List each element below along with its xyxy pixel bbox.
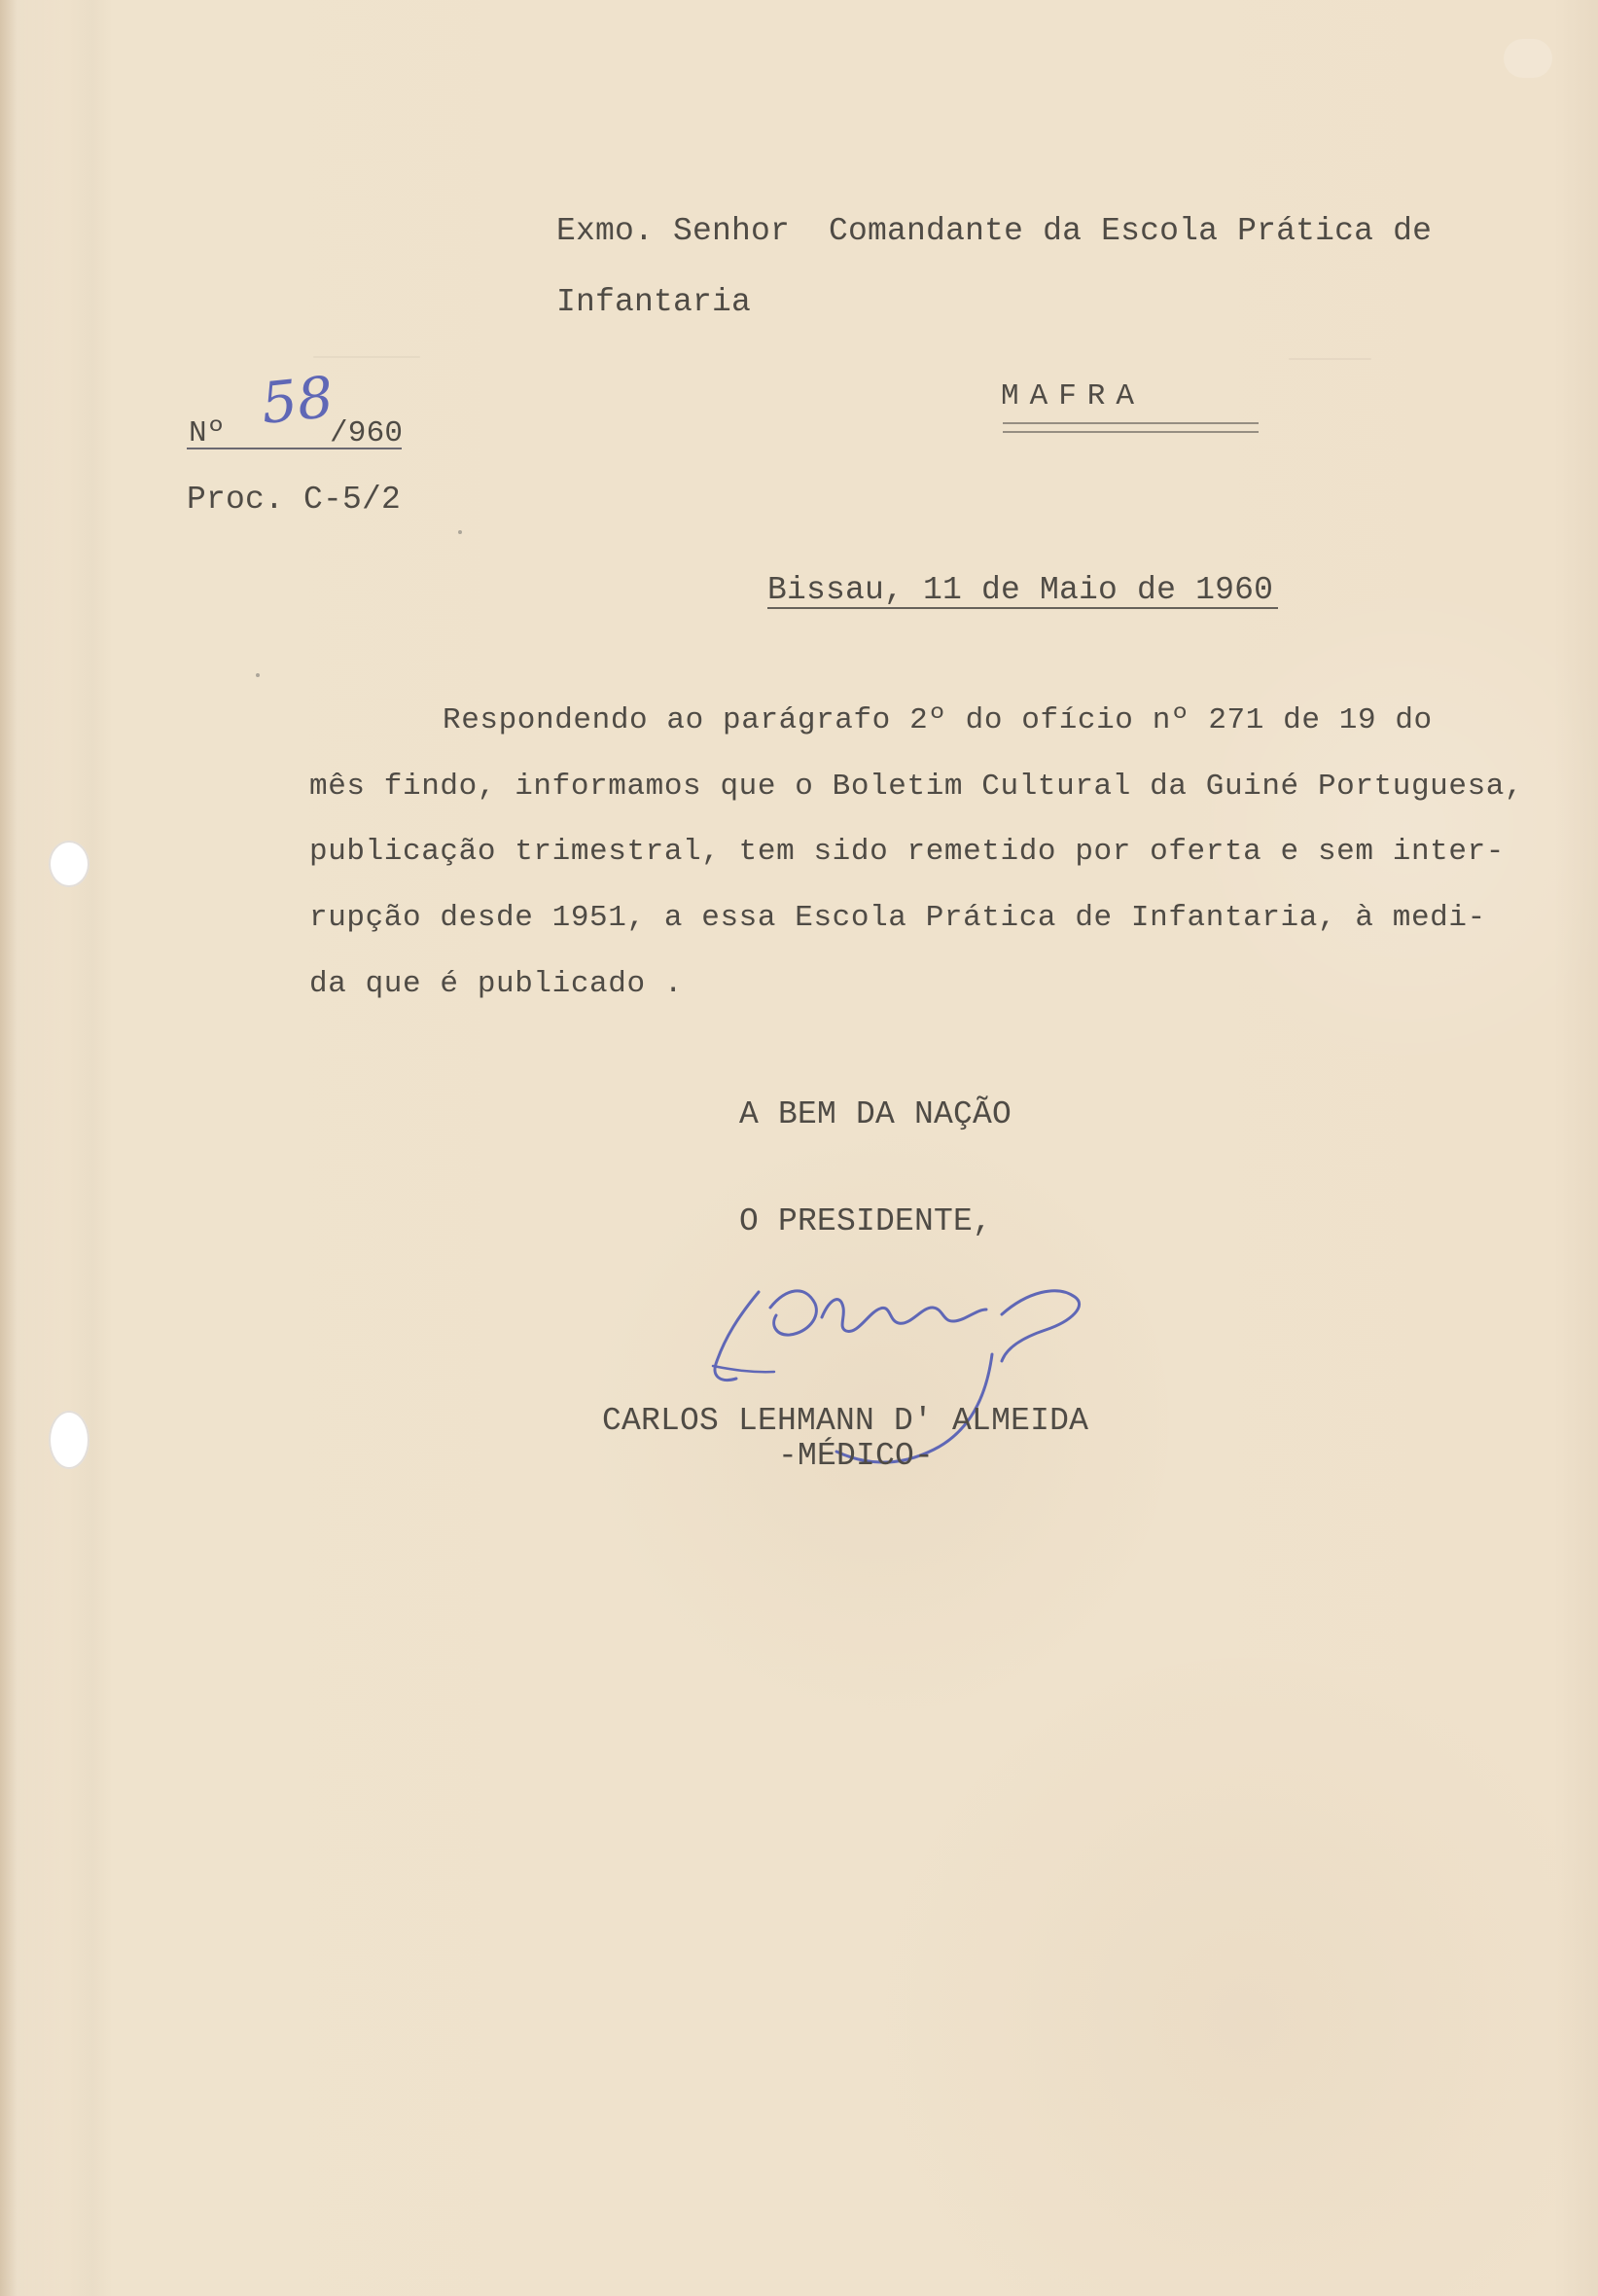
paper-mark <box>313 356 420 358</box>
closing-phrase: A BEM DA NAÇÃO <box>739 1096 1012 1132</box>
reference-year-suffix: /960 <box>330 416 404 450</box>
recipient-line-1: Exmo. Senhor Comandante da Escola Prática de <box>556 213 1433 249</box>
paper-stain <box>1504 39 1552 78</box>
body-line-4: rupção desde 1951, a essa Escola Prática de Infantaria, à medi- <box>309 901 1486 935</box>
body-line-1: Respondendo ao parágrafo 2º do ofício nº 271 de 19 do <box>443 703 1433 737</box>
city-double-underline <box>1003 422 1259 433</box>
signatory-role: -MÉDICO- <box>778 1438 935 1474</box>
process-number: Proc. C-5/2 <box>187 482 402 518</box>
body-line-3: publicação trimestral, tem sido remetido por oferta e sem inter- <box>309 835 1505 869</box>
letter-date: Bissau, 11 de Maio de 1960 <box>767 572 1274 608</box>
paper-speck <box>458 530 462 534</box>
paper-speck <box>256 673 260 677</box>
date-underline <box>767 607 1278 609</box>
recipient-line-2: Infantaria <box>556 284 752 320</box>
body-line-2: mês findo, informamos que o Boletim Cultural da Guiné Portuguesa, <box>309 770 1524 804</box>
recipient-city: MAFRA <box>1001 379 1146 413</box>
reference-underline <box>187 448 402 449</box>
reference-handwritten-number: 58 <box>258 363 337 437</box>
binder-hole-top <box>49 841 89 887</box>
signatory-name: CARLOS LEHMANN D' ALMEIDA <box>602 1403 1089 1439</box>
binder-hole-bottom <box>49 1411 89 1469</box>
body-line-5: da que é publicado . <box>309 967 684 1001</box>
reference-prefix: Nº <box>189 416 226 450</box>
signatory-title: O PRESIDENTE, <box>739 1203 993 1239</box>
paper-mark <box>1289 358 1371 360</box>
